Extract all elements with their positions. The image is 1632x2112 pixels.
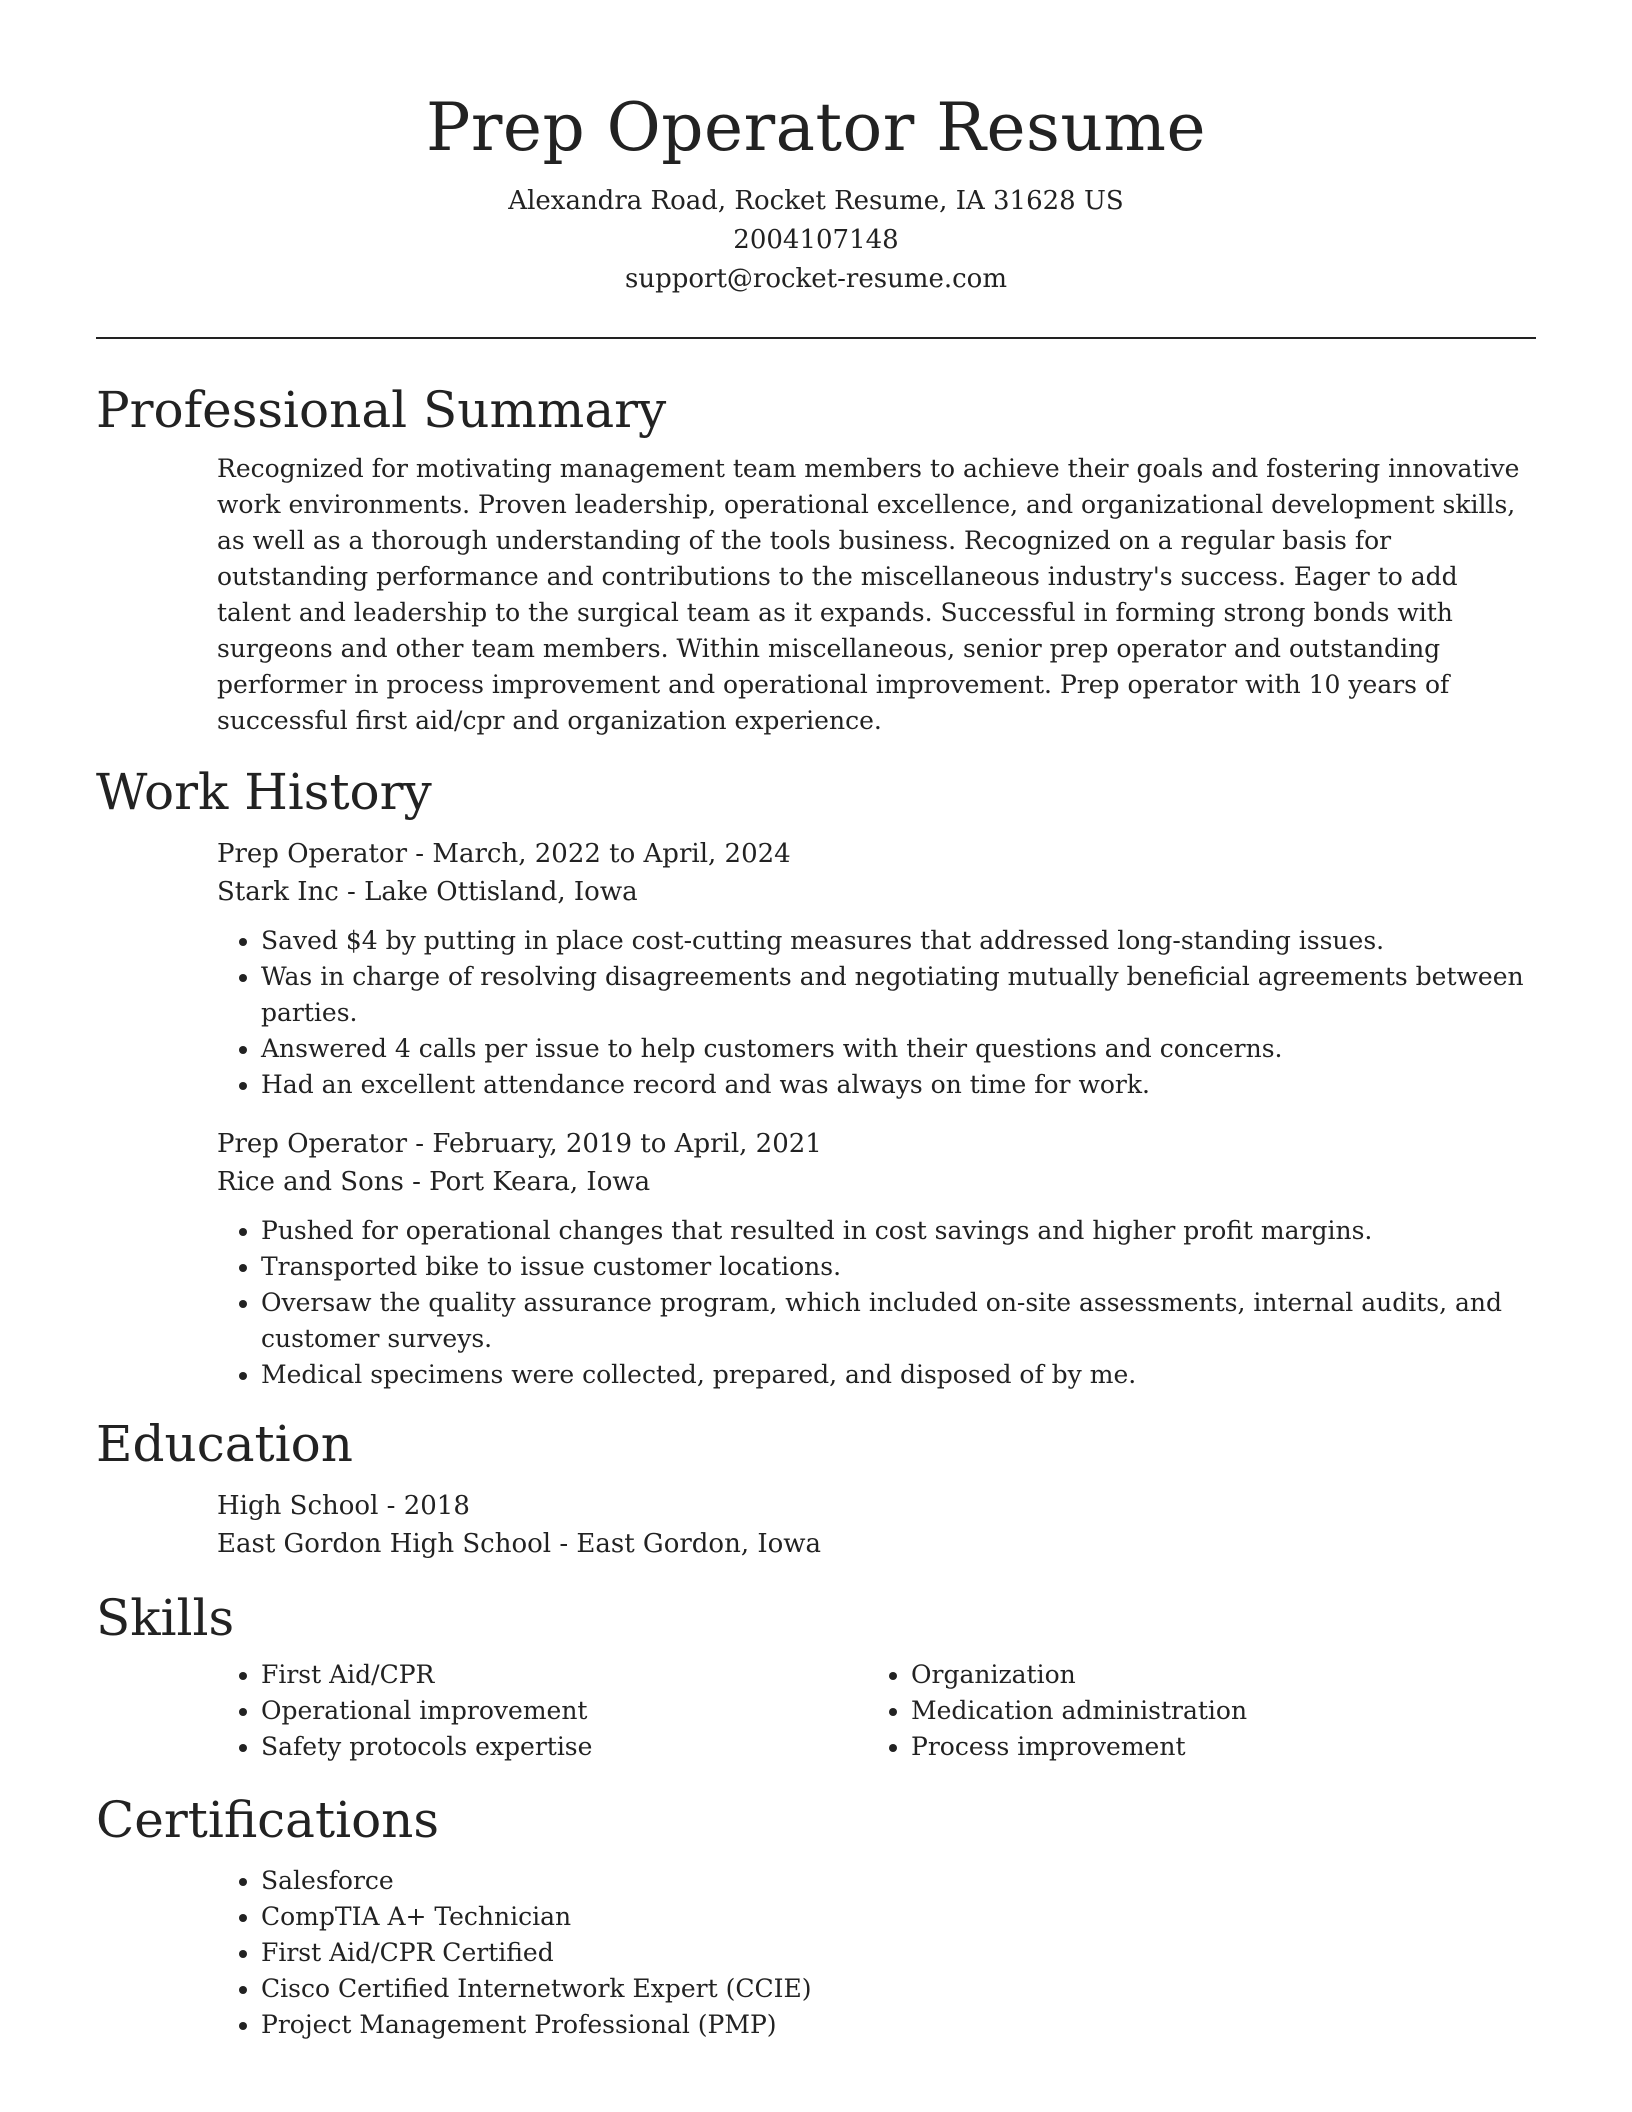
job-entry [96,1125,1536,1393]
skills-body [96,1657,1536,1765]
job-role: Prep Operator [217,839,408,869]
job-company: Stark Inc [217,877,339,907]
contact-email: support@rocket-resume.com [624,264,1007,294]
certifications-section [96,1789,1536,2043]
job-company: Rice and Sons [217,1167,404,1197]
education-entry [96,1487,1536,1563]
summary-body [96,451,1536,739]
skills-section [96,1587,1536,1765]
list-item: • First Aid/CPR [261,1657,867,1693]
certifications-body [96,1863,1536,2043]
job-bullets [217,1213,1536,1393]
job-dates: - February, 2019 to April, 2021 [407,1129,822,1159]
list-item: • Project Management Professional (PMP) [261,2007,1536,2043]
education-school: East Gordon High School [217,1529,552,1559]
list-item: • Answered 4 calls per issue to help customers with their questions and concerns. [261,1031,1536,1067]
job-role: Prep Operator [217,1129,408,1159]
list-item: • Medication administration [911,1693,1517,1729]
skills-list-right [867,1657,1517,1765]
list-item: • Process improvement [911,1729,1517,1765]
resume-title: Prep Operator Resume [425,89,1207,166]
list-item: • Salesforce [261,1863,1536,1899]
list-item: • First Aid/CPR Certified [261,1935,1536,1971]
list-item: • Operational improvement [261,1693,867,1729]
education-year: - 2018 [378,1491,470,1521]
job-location: - Port Keara, Iowa [403,1167,651,1197]
list-item: • Transported bike to issue customer locations. [261,1249,1536,1285]
education-degree-line [217,1487,1536,1525]
skills-list-left [217,1657,867,1765]
job-entry [96,835,1536,1103]
list-item: • Oversaw the quality assurance program, which included on-site assessments, internal audits, and customer surveys. [261,1285,1536,1357]
resume-header [96,0,1536,299]
education-school-line [217,1525,1536,1563]
education-location: - East Gordon, Iowa [551,1529,822,1559]
job-title-line [217,1125,1536,1163]
list-item: • Had an excellent attendance record and was always on time for work. [261,1067,1536,1103]
work-heading: Work History [96,763,432,821]
contact-phone: 2004107148 [733,225,899,255]
list-item: • Was in charge of resolving disagreements and negotiating mutually beneficial agreements between parties. [261,959,1536,1031]
skills-column-right [867,1657,1517,1765]
list-item: • Safety protocols expertise [261,1729,867,1765]
education-section [96,1413,1536,1563]
work-section [96,761,1536,1393]
job-dates: - March, 2022 to April, 2024 [407,839,791,869]
job-company-line [217,873,1536,911]
education-heading: Education [96,1415,353,1473]
skills-grid [217,1657,1536,1765]
job-title-line [217,835,1536,873]
contact-address: Alexandra Road, Rocket Resume, IA 31628 US [508,186,1124,216]
summary-heading: Professional Summary [96,381,667,439]
list-item: • Saved $4 by putting in place cost-cutting measures that addressed long-standing issues. [261,923,1536,959]
summary-text: Recognized for motivating management team members to achieve their goals and fostering innovative work environments. Proven leadership, operational excellence, and organizational development skills, as well as a thorough understanding of the tools business. Recognized on a regular basis for outstanding performance and contributions to the miscellaneous industry's success. Eager to add talent and leadership to the surgical team as it expands. Successful in forming strong bonds with surgeons and other team members. Within miscellaneous, senior prep operator and outstanding performer in process improvement and operational improvement. Prep operator with 10 years of successful first aid/cpr and organization experience. [217,454,1520,735]
list-item: • Cisco Certified Internetwork Expert (CCIE) [261,1971,1536,2007]
education-degree: High School [217,1491,379,1521]
contact-info [96,182,1536,299]
list-item: • CompTIA A+ Technician [261,1899,1536,1935]
skills-column-left [217,1657,867,1765]
certifications-heading: Certifications [96,1791,440,1849]
summary-section [96,379,1536,739]
certifications-list [217,1863,1536,2043]
job-location: - Lake Ottisland, Iowa [338,877,638,907]
list-item: • Medical specimens were collected, prepared, and disposed of by me. [261,1357,1536,1393]
list-item: • Pushed for operational changes that resulted in cost savings and higher profit margins. [261,1213,1536,1249]
skills-heading: Skills [96,1589,235,1647]
job-bullets [217,923,1536,1103]
list-item: • Organization [911,1657,1517,1693]
header-divider [96,337,1536,339]
job-company-line [217,1163,1536,1201]
